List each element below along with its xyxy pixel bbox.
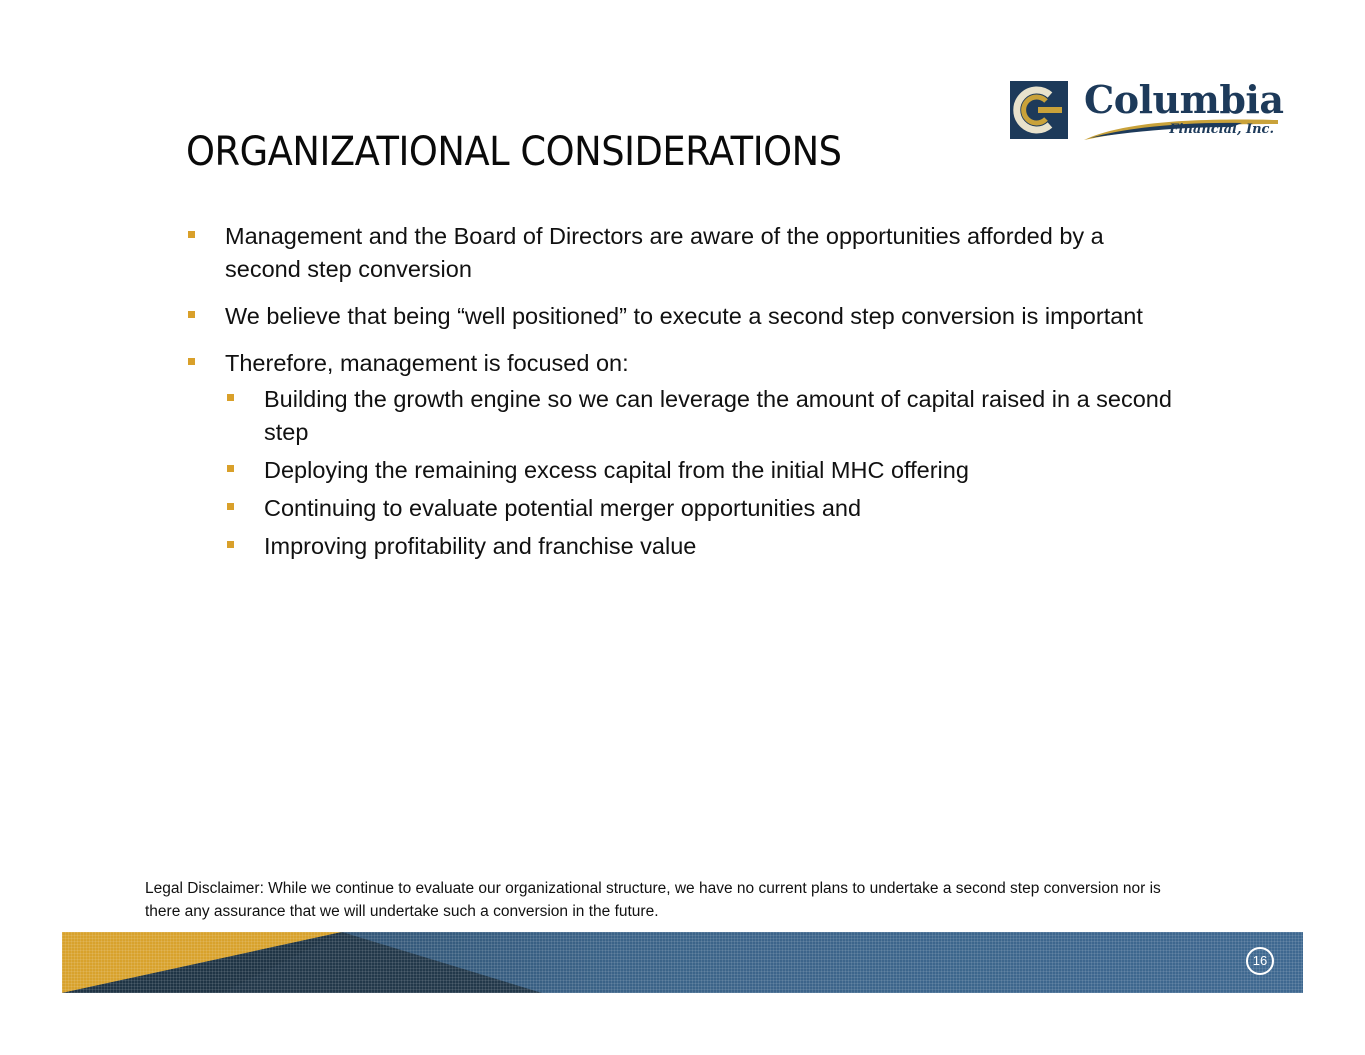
- logo-subtitle: Financial, Inc.: [1169, 122, 1274, 137]
- bullet-item: [186, 220, 1186, 286]
- bullet-square-icon: [188, 358, 195, 365]
- bullet-square-icon: [188, 311, 195, 318]
- page-number: 16: [1246, 947, 1274, 975]
- bullet-list: [186, 220, 1186, 568]
- bullet-square-icon: [227, 541, 234, 548]
- sub-bullet-text: Deploying the remaining excess capital from the initial MHC offering: [264, 457, 969, 483]
- bullet-square-icon: [227, 503, 234, 510]
- footer-band: [62, 932, 1303, 993]
- columbia-financial-logo: [1008, 77, 1284, 144]
- bullet-text: We believe that being “well positioned” to execute a second step conversion is important: [225, 303, 1143, 329]
- sub-bullet-text: Continuing to evaluate potential merger opportunities and: [264, 495, 862, 521]
- bullet-square-icon: [227, 394, 234, 401]
- sub-bullet-text: Improving profitability and franchise value: [264, 533, 697, 559]
- sub-bullet-item: [225, 454, 1186, 487]
- legal-disclaimer: Legal Disclaimer: While we continue to evaluate our organizational structure, we have no current plans to undertake a second step conversion nor is there any assurance that we will undertake such a conversion in the future.: [145, 880, 1161, 920]
- bullet-text: Management and the Board of Directors are aware of the opportunities afforded by a second step conversion: [225, 223, 1104, 282]
- logo-name: Columbia: [1084, 77, 1284, 122]
- slide-title: ORGANIZATIONAL CONSIDERATIONS: [186, 129, 842, 175]
- sub-bullet-item: [225, 492, 1186, 525]
- sub-bullet-list: [186, 383, 1186, 563]
- sub-bullet-text: Building the growth engine so we can leverage the amount of capital raised in a second step: [264, 386, 1172, 445]
- sub-bullet-item: [225, 383, 1186, 449]
- bullet-square-icon: [188, 231, 195, 238]
- bullet-item: [186, 347, 1186, 380]
- bullet-square-icon: [227, 465, 234, 472]
- columbia-c-logo-icon: [1010, 81, 1068, 139]
- bullet-item: [186, 300, 1186, 333]
- sub-bullet-item: [225, 530, 1186, 563]
- bullet-text: Therefore, management is focused on:: [225, 350, 629, 376]
